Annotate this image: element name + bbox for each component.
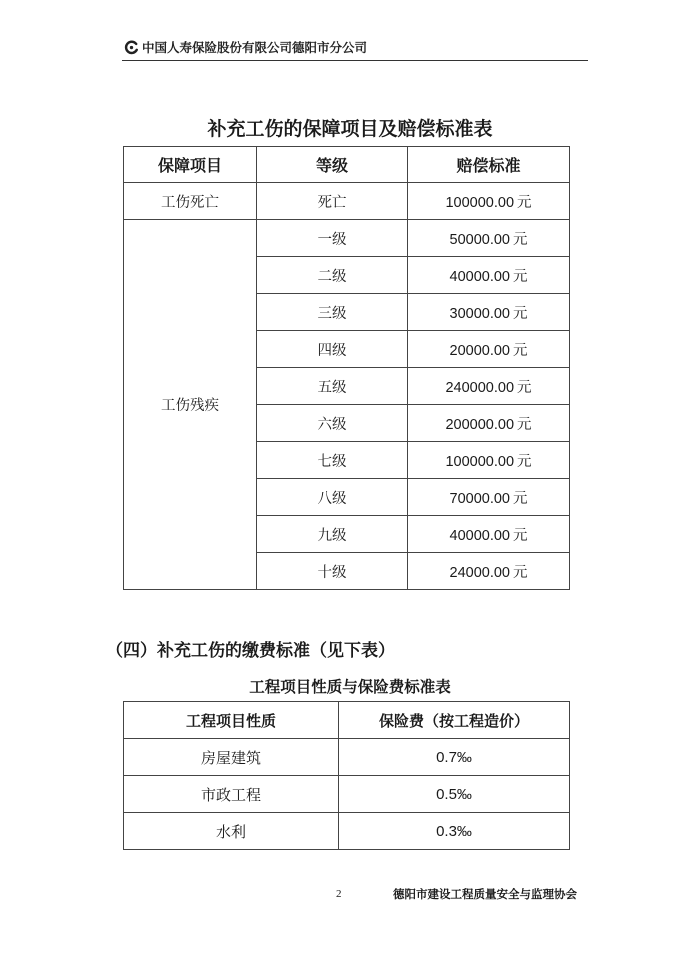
table-row	[124, 813, 570, 850]
amount-unit: 元	[517, 379, 532, 396]
rate-cell: 0.7‰	[339, 739, 570, 776]
header-cell: 保险费（按工程造价）	[339, 702, 570, 739]
amount-cell	[408, 331, 570, 368]
premium-table	[123, 701, 570, 850]
amount-value: 20000.00	[449, 342, 510, 359]
amount-value: 50000.00	[449, 231, 510, 248]
grade-cell: 四级	[257, 331, 408, 368]
grade-cell: 一级	[257, 220, 408, 257]
amount-value: 70000.00	[449, 490, 510, 507]
amount-unit: 元	[512, 231, 528, 248]
amount-cell	[408, 368, 570, 405]
premium-table-title: 工程项目性质与保险费标准表	[249, 678, 451, 696]
amount-value: 30000.00	[449, 305, 510, 322]
header-cell: 工程项目性质	[124, 702, 339, 739]
table-row	[124, 739, 570, 776]
header-cell: 保障项目	[124, 147, 257, 183]
amount-unit: 元	[512, 305, 528, 322]
amount-cell	[408, 220, 570, 257]
table-row	[124, 183, 570, 220]
amount-cell	[408, 294, 570, 331]
table-row	[124, 220, 570, 257]
amount-value: 200000.00	[445, 416, 515, 433]
grade-cell: 三级	[257, 294, 408, 331]
amount-cell	[408, 479, 570, 516]
header-cell: 赔偿标准	[408, 147, 570, 183]
item-cell: 工伤残疾	[124, 220, 257, 590]
table-header-row	[124, 702, 570, 739]
compensation-table-title: 补充工伤的保障项目及赔偿标准表	[207, 118, 493, 140]
amount-cell	[408, 183, 570, 220]
amount-value: 40000.00	[449, 268, 510, 285]
amount-value: 24000.00	[449, 564, 510, 581]
amount-unit: 元	[512, 527, 528, 544]
compensation-table	[123, 146, 570, 590]
table-row	[124, 776, 570, 813]
amount-cell	[408, 257, 570, 294]
grade-cell: 七级	[257, 442, 408, 479]
amount-cell	[408, 553, 570, 590]
page-number: 2	[336, 888, 342, 900]
item-cell: 工伤死亡	[124, 183, 257, 220]
amount-value: 100000.00	[445, 453, 515, 470]
amount-value: 100000.00	[445, 194, 515, 211]
project-type-cell: 水利	[124, 813, 339, 850]
grade-cell: 二级	[257, 257, 408, 294]
amount-unit: 元	[517, 194, 532, 211]
section-heading: （四）补充工伤的缴费标准（见下表）	[106, 641, 395, 661]
amount-unit: 元	[517, 453, 532, 470]
table-header-row	[124, 147, 570, 183]
header-cell: 等级	[257, 147, 408, 183]
header-company-name: 中国人寿保险股份有限公司德阳市分公司	[142, 40, 368, 55]
page-header	[124, 38, 367, 56]
amount-value: 40000.00	[449, 527, 510, 544]
amount-cell	[408, 516, 570, 553]
footer-organization: 德阳市建设工程质量安全与监理协会	[393, 887, 577, 901]
project-type-cell: 市政工程	[124, 776, 339, 813]
grade-cell: 五级	[257, 368, 408, 405]
grade-cell: 八级	[257, 479, 408, 516]
amount-cell	[408, 442, 570, 479]
grade-cell: 十级	[257, 553, 408, 590]
rate-cell: 0.5‰	[339, 776, 570, 813]
amount-unit: 元	[512, 564, 528, 581]
amount-cell	[408, 405, 570, 442]
grade-cell: 六级	[257, 405, 408, 442]
amount-value: 240000.00	[445, 379, 515, 396]
rate-cell: 0.3‰	[339, 813, 570, 850]
header-divider	[122, 60, 588, 61]
project-type-cell: 房屋建筑	[124, 739, 339, 776]
china-life-logo-icon	[124, 40, 139, 55]
grade-cell: 九级	[257, 516, 408, 553]
amount-unit: 元	[517, 416, 532, 433]
amount-unit: 元	[512, 490, 528, 507]
amount-unit: 元	[512, 342, 528, 359]
amount-unit: 元	[512, 268, 528, 285]
grade-cell: 死亡	[257, 183, 408, 220]
